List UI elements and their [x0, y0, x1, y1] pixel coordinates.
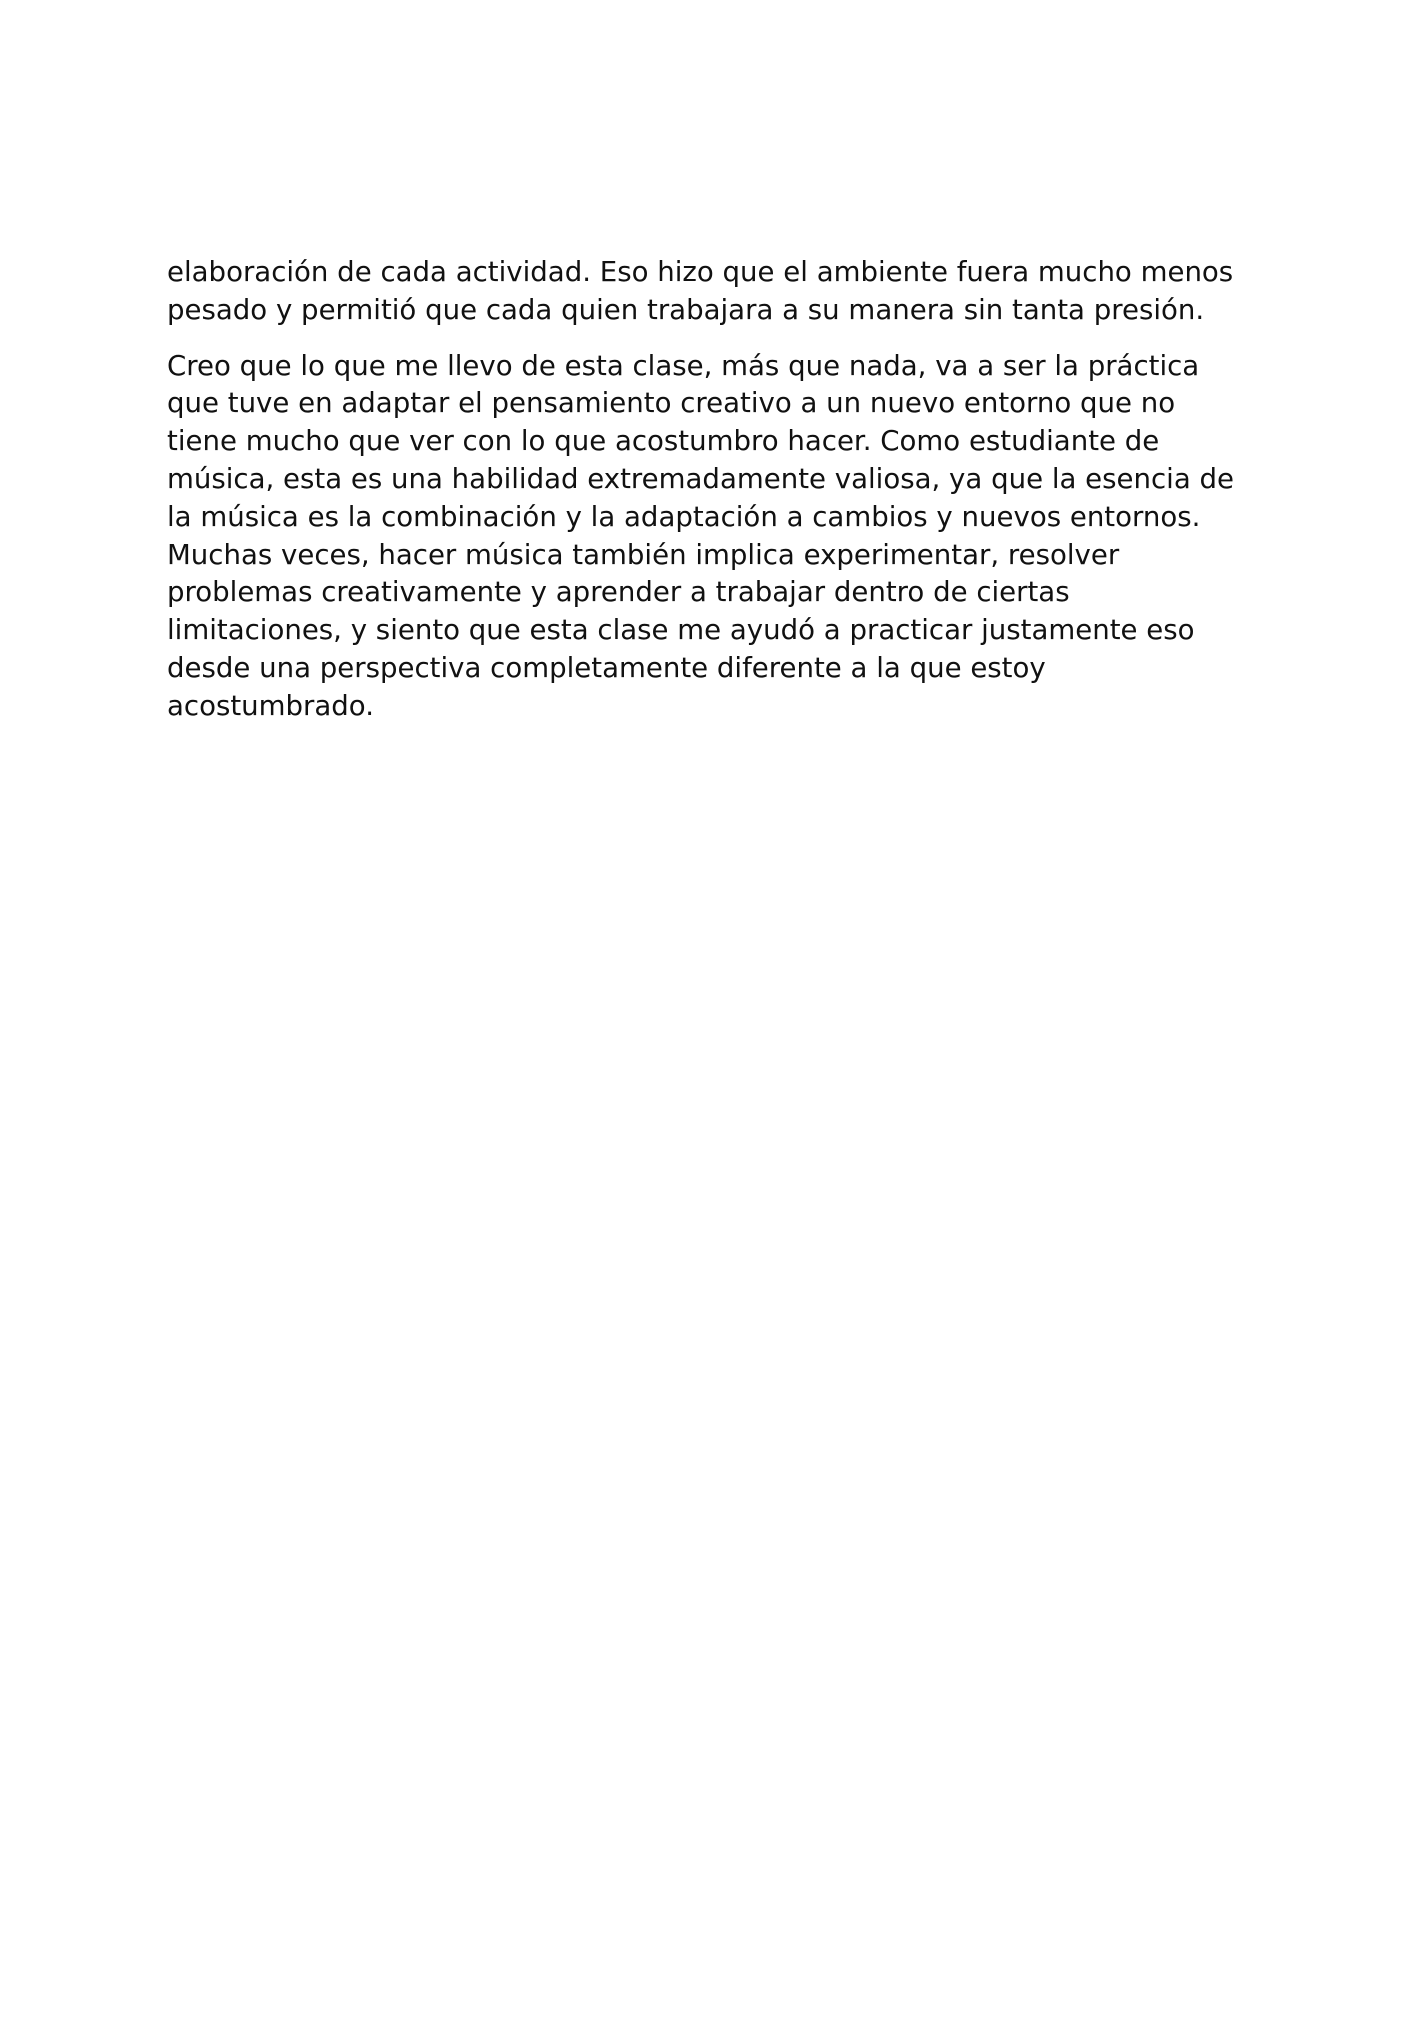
text-line: limitaciones, y siento que esta clase me ayudó a practicar justamente eso: [167, 613, 1195, 647]
text-line: acostumbrado.: [167, 688, 374, 722]
text-line: que tuve en adaptar el pensamiento creativo a un nuevo entorno que no: [167, 386, 1176, 420]
document-body: [167, 253, 1261, 725]
text-line: pesado y permitió que cada quien trabajara a su manera sin tanta presión.: [167, 292, 1205, 326]
paragraph-1: [167, 253, 1261, 329]
text-line: música, esta es una habilidad extremadamente valiosa, ya que la esencia de: [167, 461, 1234, 495]
text-line: desde una perspectiva completamente diferente a la que estoy: [167, 650, 1046, 684]
text-line: problemas creativamente y aprender a trabajar dentro de ciertas: [167, 575, 1070, 609]
text-line: Muchas veces, hacer música también implica experimentar, resolver: [167, 537, 1120, 571]
paragraph-2: [167, 347, 1261, 725]
text-line: elaboración de cada actividad. Eso hizo que el ambiente fuera mucho menos: [167, 255, 1234, 288]
text-line: la música es la combinación y la adaptación a cambios y nuevos entornos.: [167, 499, 1201, 533]
text-line: tiene mucho que ver con lo que acostumbro hacer. Como estudiante de: [167, 424, 1160, 458]
text-line: Creo que lo que me llevo de esta clase, más que nada, va a ser la práctica: [167, 348, 1200, 382]
